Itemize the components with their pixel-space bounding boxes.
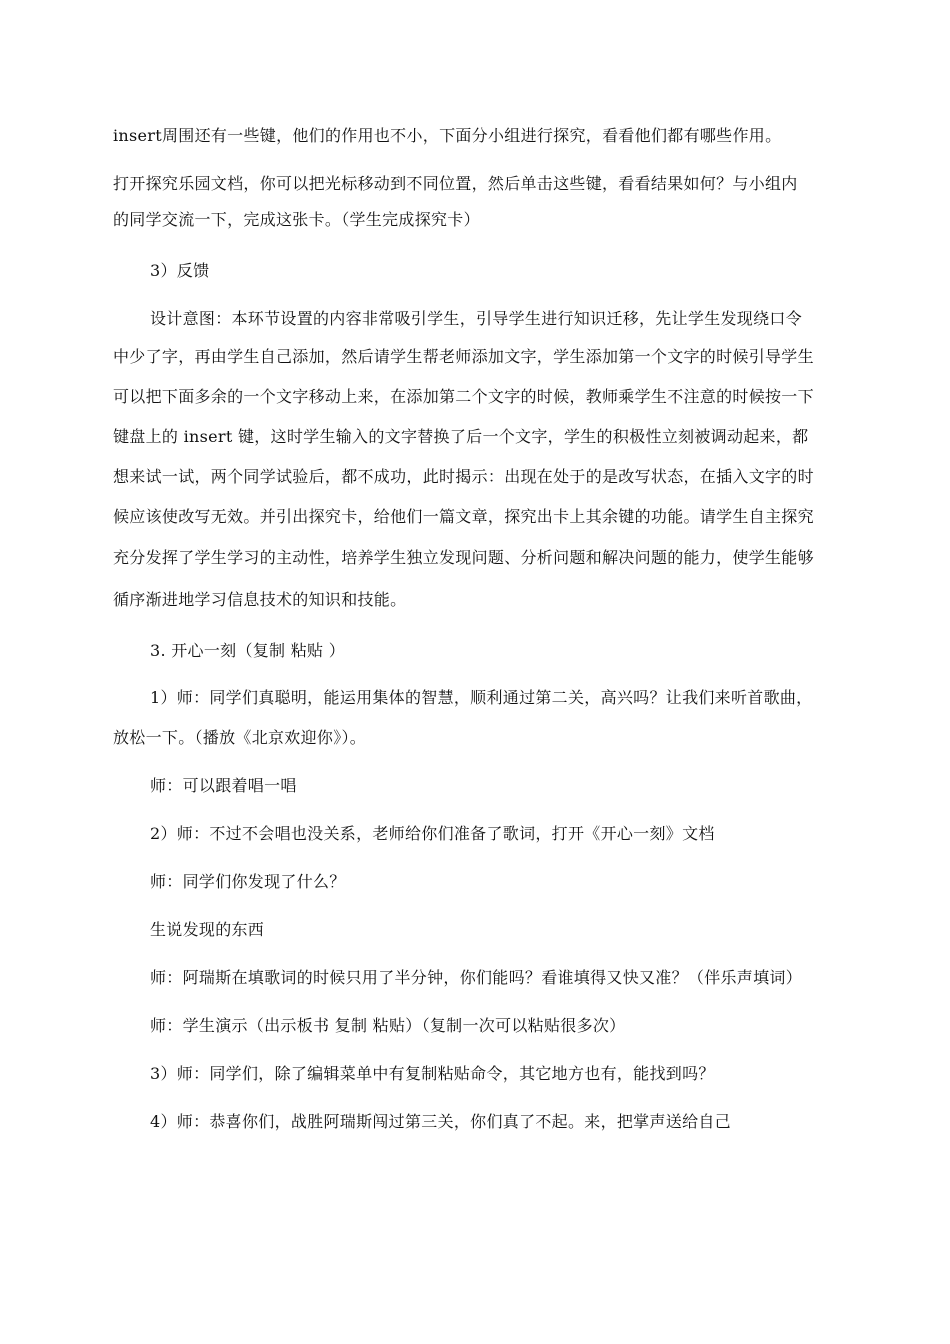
paragraph-line: 2）师：不过不会唱也没关系，老师给你们准备了歌词，打开《开心一刻》文档 — [150, 824, 715, 843]
paragraph-line: 师：学生演示（出示板书 复制 粘贴）（复制一次可以粘贴很多次） — [150, 1016, 626, 1035]
paragraph-line: 想来试一试，两个同学试验后，都不成功，此时揭示：出现在处于的是改写状态，在插入文字的时 — [113, 467, 814, 486]
paragraph-line: 师：可以跟着唱一唱 — [150, 776, 297, 795]
paragraph-line: 充分发挥了学生学习的主动性，培养学生独立发现问题、分析问题和解决问题的能力，使学生能够 — [113, 548, 814, 567]
paragraph-line: 放松一下。（播放《北京欢迎你》）。 — [113, 728, 367, 747]
paragraph-line: 3）师：同学们，除了编辑菜单中有复制粘贴命令，其它地方也有，能找到吗？ — [150, 1064, 715, 1083]
paragraph-line: insert周围还有一些键，他们的作用也不小，下面分小组进行探究，看看他们都有哪些作用。 — [113, 126, 782, 145]
paragraph-line: 设计意图：本环节设置的内容非常吸引学生，引导学生进行知识迁移，先让学生发现绕口令 — [150, 309, 803, 328]
section-heading: 3）反馈 — [150, 261, 210, 280]
paragraph-line: 中少了字，再由学生自己添加，然后请学生帮老师添加文字，学生添加第一个文字的时候引导学生 — [113, 347, 814, 366]
paragraph-line: 1）师：同学们真聪明，能运用集体的智慧，顺利通过第二关，高兴吗？让我们来听首歌曲， — [150, 688, 813, 707]
paragraph-line: 师：阿瑞斯在填歌词的时候只用了半分钟，你们能吗？看谁填得又快又准？（伴乐声填词） — [150, 968, 803, 987]
paragraph-line: 打开探究乐园文档，你可以把光标移动到不同位置，然后单击这些键，看看结果如何？与小组内 — [113, 174, 798, 193]
paragraph-line: 的同学交流一下，完成这张卡。（学生完成探究卡） — [113, 210, 480, 229]
paragraph-line: 4）师：恭喜你们，战胜阿瑞斯闯过第三关，你们真了不起。来，把掌声送给自己 — [150, 1112, 731, 1131]
paragraph-line: 可以把下面多余的一个文字移动上来，在添加第二个文字的时候，教师乘学生不注意的时候按一下 — [113, 387, 814, 406]
paragraph-line: 循序渐进地学习信息技术的知识和技能。 — [113, 590, 407, 609]
paragraph-line: 师：同学们你发现了什么？ — [150, 872, 346, 891]
paragraph-line: 键盘上的 insert 键，这时学生输入的文字替换了后一个文字，学生的积极性立刻被调动起来，都 — [113, 427, 809, 446]
section-heading: 3. 开心一刻（复制 粘贴 ） — [150, 641, 346, 660]
paragraph-line: 候应该使改写无效。并引出探究卡，给他们一篇文章，探究出卡上其余键的功能。请学生自主探究 — [113, 507, 814, 526]
paragraph-line: 生说发现的东西 — [150, 920, 265, 939]
